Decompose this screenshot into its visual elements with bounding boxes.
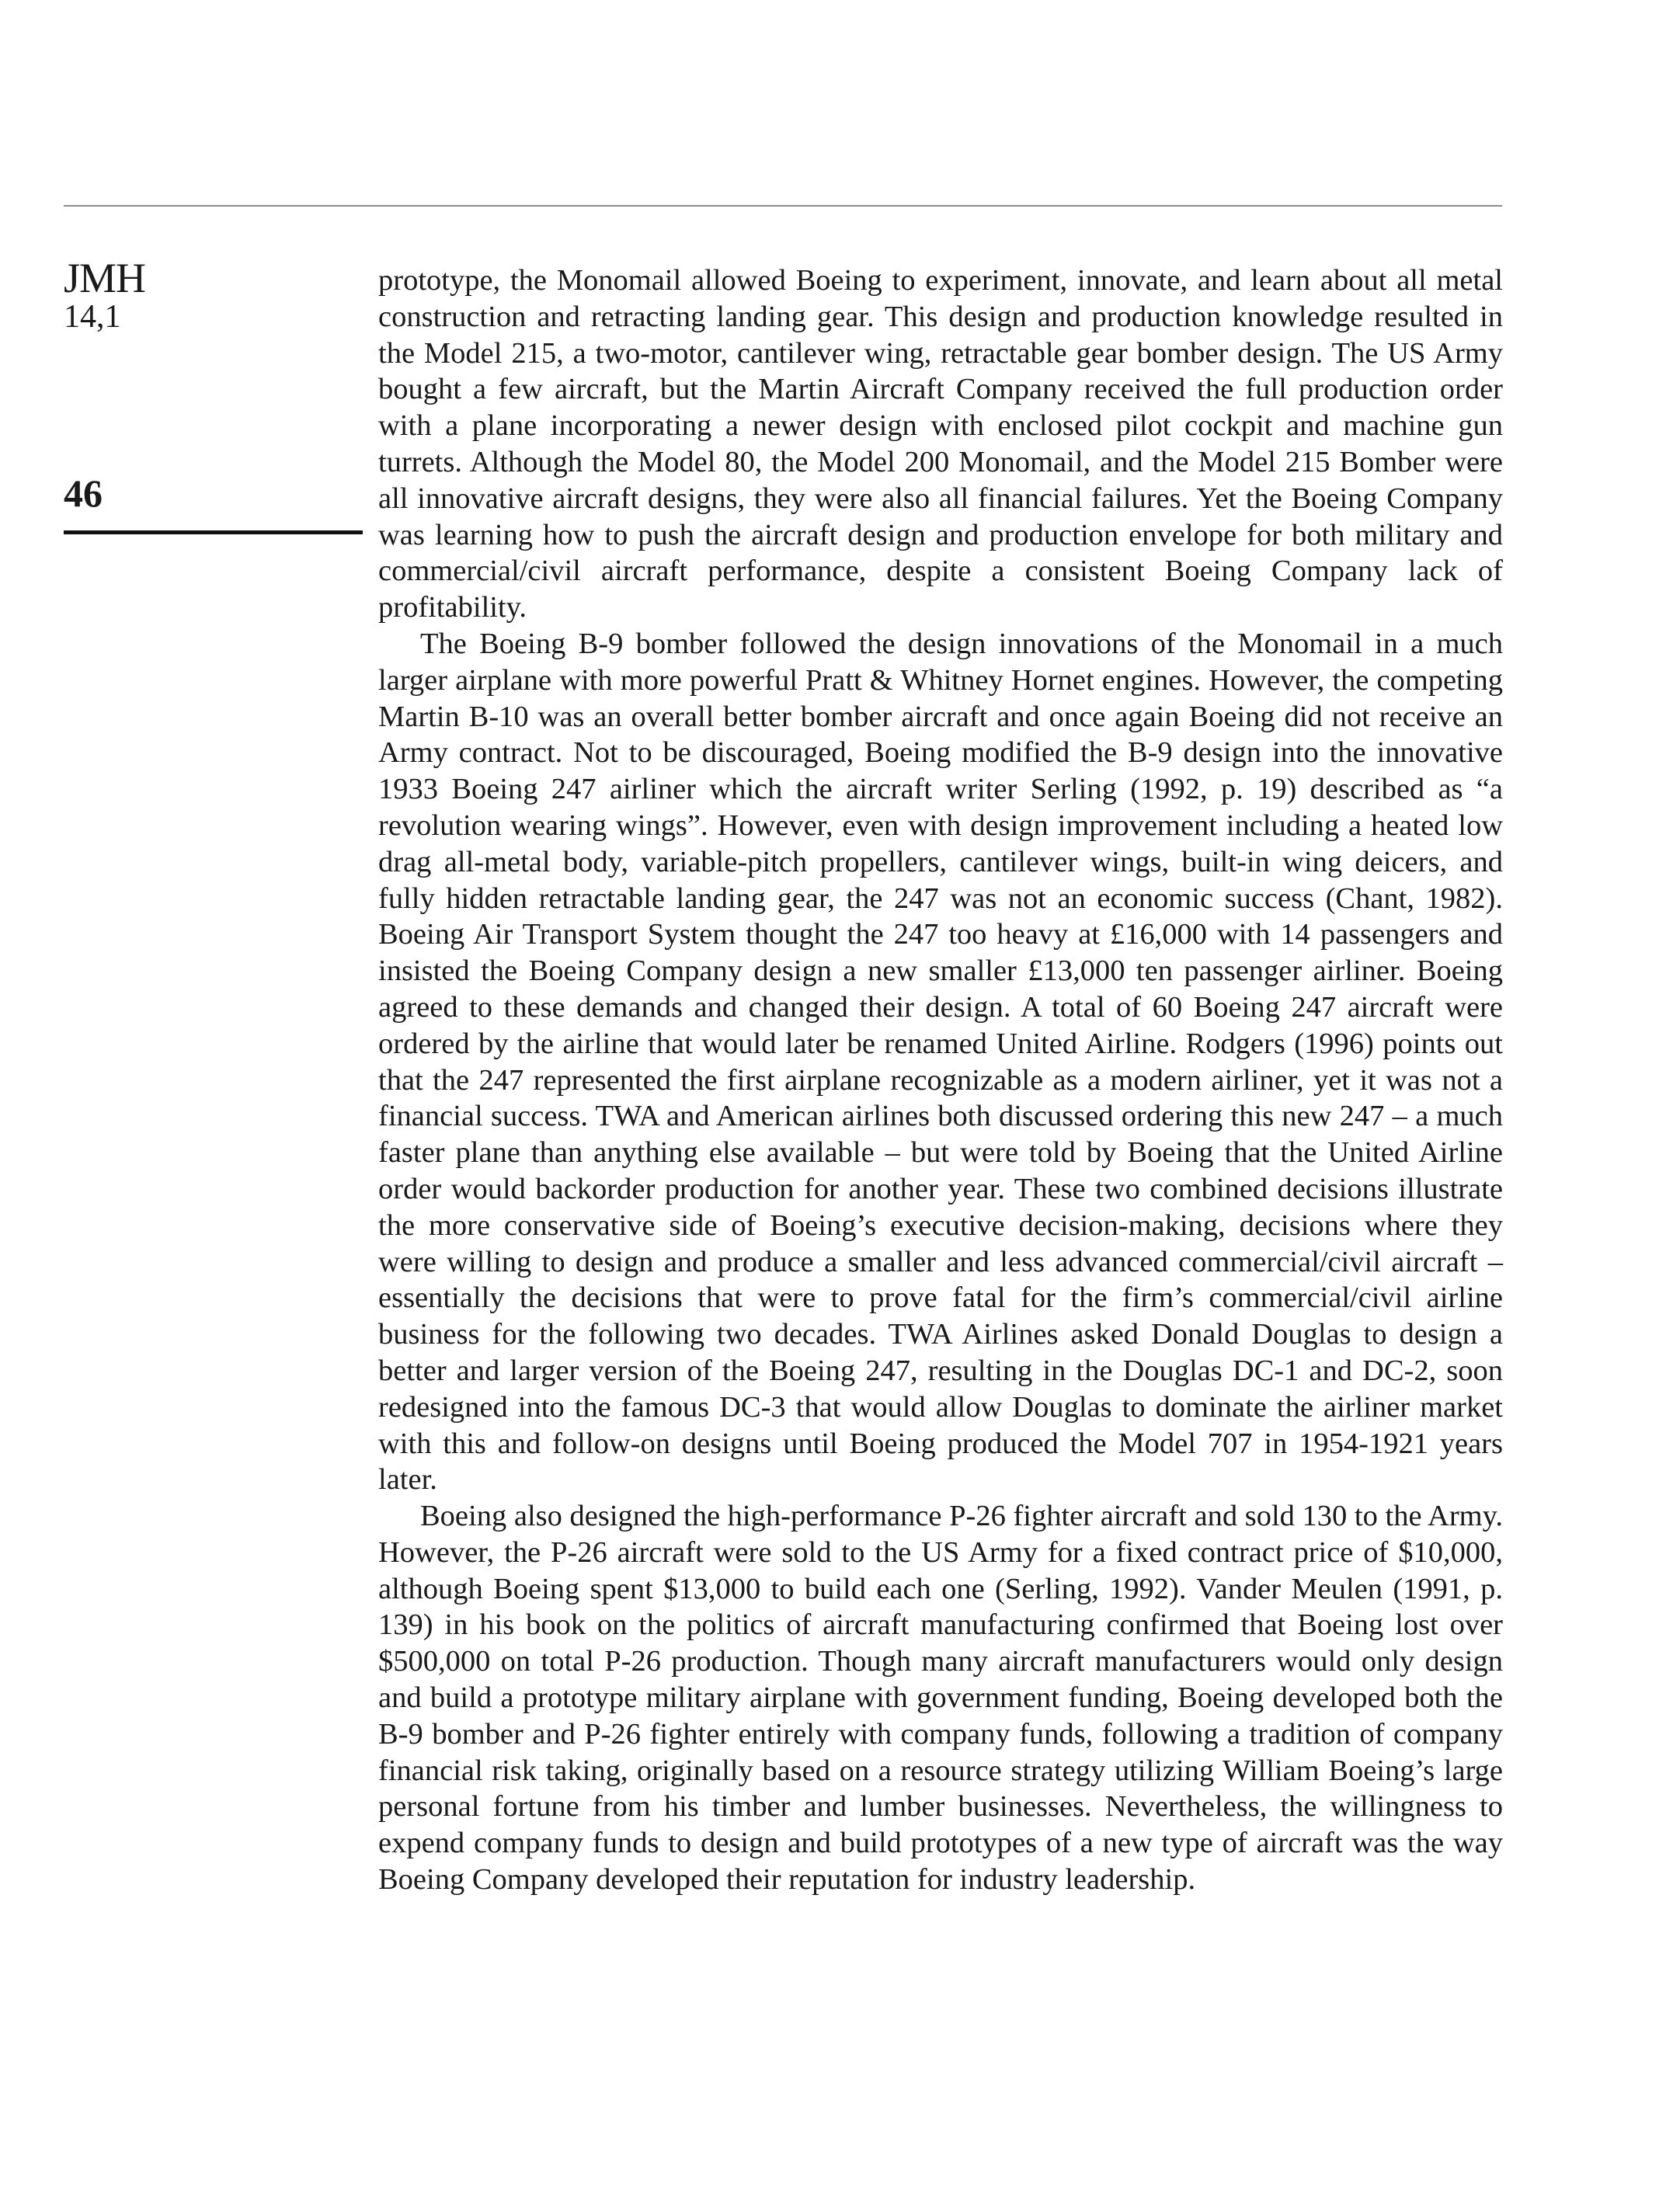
- page-number: 46: [64, 471, 103, 515]
- paragraph: The Boeing B-9 bomber followed the design innovations of the Monomail in a much larger airplane with more powerful Pratt & Whitney Hornet engines. However, the competing Martin B-10 was an overall better bomber aircraft and once again Boeing did not receive an Army contract. Not to be discouraged, Boeing modified the B-9 design into the innovative 1933 Boeing 247 airliner which the aircraft writer Serling (1992, p. 19) described as “a revolution wearing wings”. However, even with design improvement including a heated low drag all-metal body, variable-pitch propellers, cantilever wings, built-in wing deicers, and fully hidden retractable landing gear, the 247 was not an economic success (Chant, 1982). Boeing Air Transport System thought the 247 too heavy at £16,000 with 14 passengers and insisted the Boeing Company design a new smaller £13,000 ten passenger airliner. Boeing agreed to these demands and changed their design. A total of 60 Boeing 247 aircraft were ordered by the airline that would later be renamed United Airline. Rodgers (1996) points out that the 247 represented the first airplane recognizable as a modern airliner, yet it was not a financial success. TWA and American airlines both discussed ordering this new 247 – a much faster plane than anything else available – but were told by Boeing that the United Airline order would backorder production for another year. These two combined decisions illustrate the more conservative side of Boeing’s executive decision-making, decisions where they were willing to design and produce a smaller and less advanced commercial/civil aircraft – essentially the decisions that were to prove fatal for the firm’s commercial/civil airline business for the following two decades. TWA Airlines asked Donald Douglas to design a better and larger version of the Boeing 247, resulting in the Douglas DC-1 and DC-2, soon redesigned into the famous DC-3 that would allow Douglas to dominate the airliner market with this and follow-on designs until Boeing produced the Model 707 in 1954-1921 years later.: [378, 627, 1503, 1497]
- journal-issue: 14,1: [64, 299, 121, 335]
- paragraph: prototype, the Monomail allowed Boeing to experiment, innovate, and learn about all metal construction and retracting landing gear. This design and production knowledge resulted in the Model 215, a two-motor, cantilever wing, retractable gear bomber design. The US Army bought a few aircraft, but the Martin Aircraft Company received the full production order with a plane incorporating a newer design with enclosed pilot cockpit and machine gun turrets. Although the Model 80, the Model 200 Monomail, and the Model 215 Bomber were all innovative aircraft designs, they were also all financial failures. Yet the Boeing Company was learning how to push the aircraft design and production envelope for both military and commercial/civil aircraft performance, despite a consistent Boeing Company lack of profitability.: [378, 264, 1503, 624]
- header-rule: [64, 205, 1502, 207]
- body-text: [378, 263, 1503, 1898]
- paragraph: Boeing also designed the high-performance P-26 fighter aircraft and sold 130 to the Army. However, the P-26 aircraft were sold to the US Army for a fixed contract price of $10,000, although Boeing spent $13,000 to build each one (Serling, 1992). Vander Meulen (1991, p. 139) in his book on the politics of aircraft manufacturing confirmed that Boeing lost over $500,000 on total P-26 production. Though many aircraft manufacturers would only design and build a prototype military airplane with government funding, Boeing developed both the B-9 bomber and P-26 fighter entirely with company funds, following a tradition of company financial risk taking, originally based on a resource strategy utilizing William Boeing’s large personal fortune from his timber and lumber businesses. Nevertheless, the willingness to expend company funds to design and build prototypes of a new type of aircraft was the way Boeing Company developed their reputation for industry leadership.: [378, 1500, 1503, 1897]
- journal-code: JMH: [64, 255, 146, 301]
- page-number-rule: [64, 530, 363, 534]
